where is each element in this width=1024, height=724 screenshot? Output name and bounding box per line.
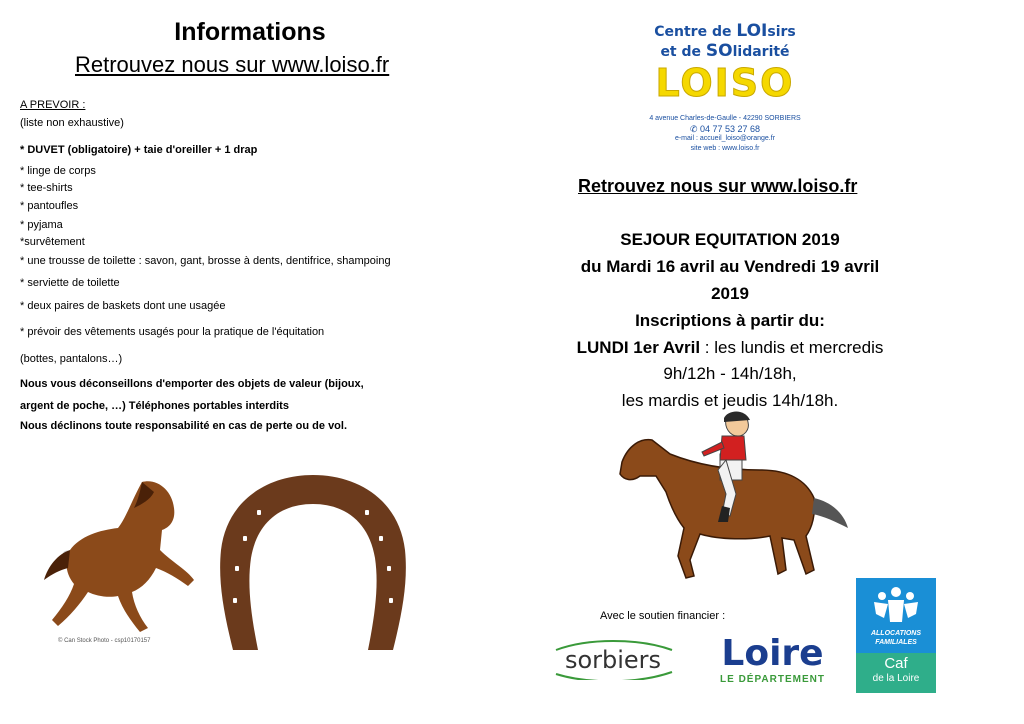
- inscriptions-tue-thu: les mardis et jeudis 14h/18h.: [621, 391, 839, 410]
- list-item: *survêtement: [20, 236, 85, 248]
- warning-line: argent de poche, …) Téléphones portables interdits: [20, 400, 289, 412]
- prevoir-note: (liste non exhaustive): [20, 117, 124, 129]
- inscriptions-date-line: [540, 338, 920, 358]
- logo-email: e-mail : accueil_loiso@orange.fr: [674, 135, 776, 142]
- jumping-horse-image: [22, 470, 202, 650]
- website-link-left[interactable]: Retrouvez nous sur www.loiso.fr: [75, 52, 390, 77]
- sorbiers-logo: sorbiers: [548, 640, 678, 680]
- list-item: * deux paires de baskets dont une usagée: [20, 300, 226, 312]
- soutien-label: Avec le soutien financier :: [600, 610, 726, 622]
- logo-phone: ✆ 04 77 53 27 68: [689, 124, 761, 134]
- list-item: * pantoufles: [20, 200, 79, 212]
- rider-horse-image: [610, 410, 850, 585]
- caf-logo: ALLOCATIONS FAMILIALES Caf de la Loire: [856, 578, 936, 693]
- list-item: * tee-shirts: [20, 182, 73, 194]
- logo-name: LOISO: [655, 61, 795, 105]
- horseshoe-image: [213, 470, 413, 655]
- prevoir-heading: A PREVOIR :: [20, 99, 86, 111]
- website-link-right[interactable]: Retrouvez nous sur www.loiso.fr: [578, 176, 858, 196]
- list-item: * pyjama: [20, 219, 63, 231]
- inscriptions-hours: 9h/12h - 14h/18h,: [663, 364, 797, 383]
- warning-line: Nous déclinons toute responsabilité en cas de perte ou de vol.: [20, 420, 348, 432]
- loiso-logo: [632, 18, 818, 158]
- list-item: (bottes, pantalons…): [20, 353, 123, 365]
- logo-line-1: Centre de LOIsirs: [654, 21, 796, 41]
- loire-logo: Loire LE DÉPARTEMENT: [720, 633, 825, 685]
- sejour-title: SEJOUR EQUITATION 2019: [620, 230, 840, 249]
- inscriptions-days: : les lundis et mercredis: [700, 338, 884, 357]
- list-item: * serviette de toilette: [20, 277, 120, 289]
- sejour-dates: du Mardi 16 avril au Vendredi 19 avril: [580, 257, 880, 276]
- sejour-year: 2019: [711, 284, 749, 303]
- list-item: * une trousse de toilette : savon, gant, brosse à dents, dentifrice, shampoing: [20, 255, 391, 267]
- stock-caption: © Can Stock Photo - csp10170157: [58, 638, 151, 644]
- list-item: * prévoir des vêtements usagés pour la pratique de l'équitation: [20, 326, 325, 338]
- logo-line-2: et de SOlidarité: [660, 41, 790, 61]
- logo-address: 4 avenue Charles-de-Gaulle - 42290 SORBIERS: [649, 115, 801, 122]
- logo-web: site web : www.loiso.fr: [690, 145, 760, 152]
- list-item: * DUVET (obligatoire) + taie d'oreiller + 1 drap: [20, 144, 258, 156]
- page-title: Informations: [174, 18, 326, 46]
- list-item: * linge de corps: [20, 165, 96, 177]
- inscriptions-heading: Inscriptions à partir du:: [635, 311, 825, 330]
- inscriptions-date: LUNDI 1er Avril: [576, 338, 701, 357]
- warning-line: Nous vous déconseillons d'emporter des objets de valeur (bijoux,: [20, 378, 364, 390]
